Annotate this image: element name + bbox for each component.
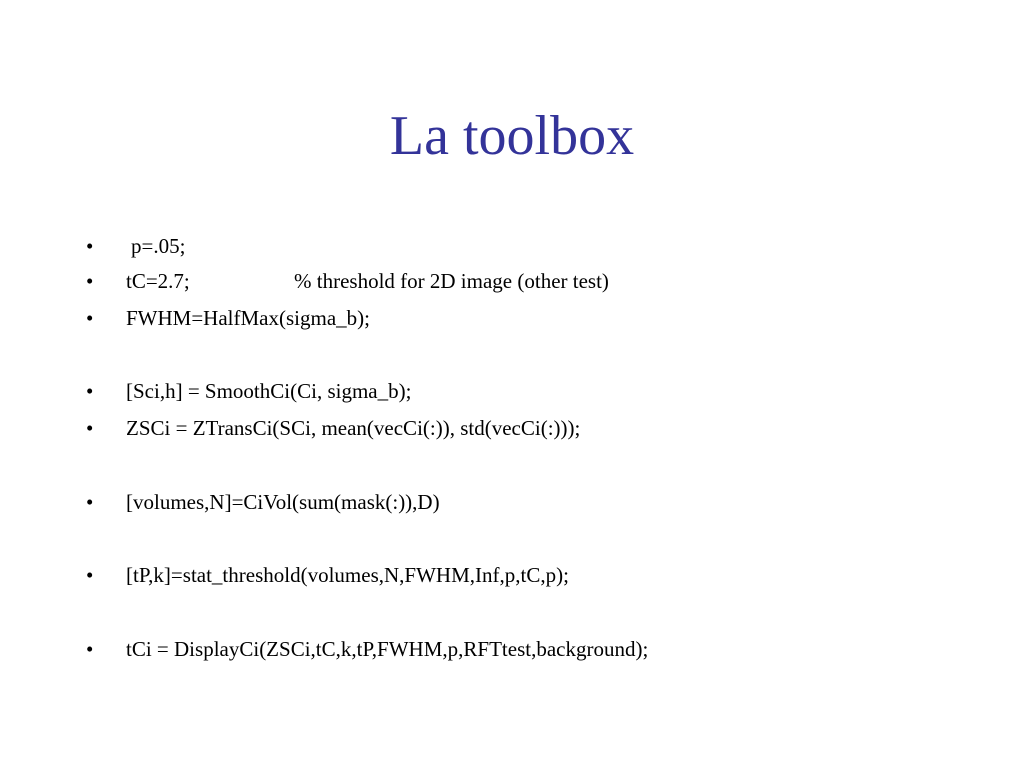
bullet-text: tC=2.7;	[126, 269, 190, 293]
bullet-item	[0, 232, 186, 260]
bullet-item	[0, 267, 609, 295]
bullet-dot-icon: •	[86, 637, 94, 661]
bullet-dot-icon: •	[86, 416, 94, 440]
bullet-comment: % threshold for 2D image (other test)	[294, 269, 609, 293]
bullet-dot-icon: •	[86, 269, 94, 293]
bullet-dot-icon: •	[86, 379, 94, 403]
bullet-text: FWHM=HalfMax(sigma_b);	[126, 306, 370, 330]
bullet-item	[0, 488, 440, 516]
bullet-dot-icon: •	[86, 306, 94, 330]
bullet-text: [Sci,h] = SmoothCi(Ci, sigma_b);	[126, 379, 412, 403]
bullet-item	[0, 414, 581, 442]
bullet-dot-icon: •	[86, 490, 94, 514]
bullet-item	[0, 561, 569, 589]
bullet-text: [tP,k]=stat_threshold(volumes,N,FWHM,Inf,p,tC,p);	[126, 563, 569, 587]
bullet-item	[0, 304, 370, 332]
bullet-dot-icon: •	[86, 234, 94, 258]
bullet-item	[0, 377, 412, 405]
bullet-text: ZSCi = ZTransCi(SCi, mean(vecCi(:)), std(vecCi(:)));	[126, 416, 581, 440]
slide-title: La toolbox	[389, 105, 635, 167]
bullet-text: [volumes,N]=CiVol(sum(mask(:)),D)	[126, 490, 440, 514]
bullet-text: p=.05;	[131, 234, 186, 258]
bullet-item	[0, 635, 649, 663]
bullet-dot-icon: •	[86, 563, 94, 587]
bullet-text: tCi = DisplayCi(ZSCi,tC,k,tP,FWHM,p,RFTtest,background);	[126, 637, 649, 661]
